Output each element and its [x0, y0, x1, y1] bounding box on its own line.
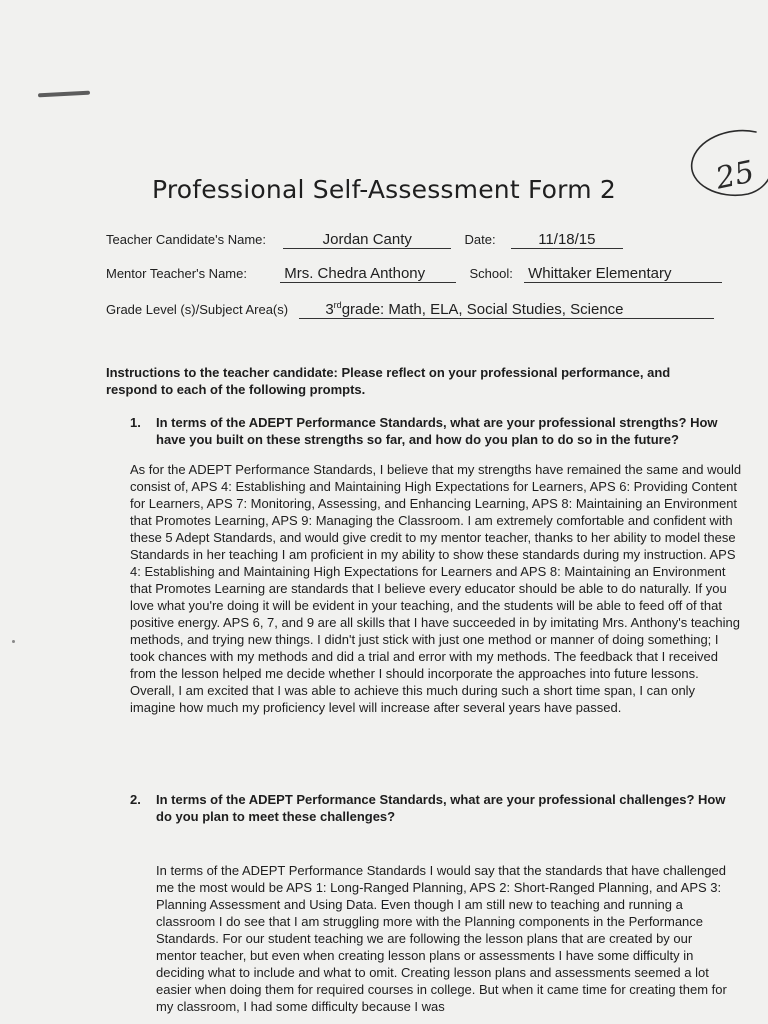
question-2-number: 2.	[130, 792, 141, 807]
question-1	[130, 414, 740, 448]
date-label: Date:	[464, 232, 496, 247]
question-2	[130, 791, 740, 825]
school-label: School:	[469, 266, 513, 281]
answer-2: In terms of the ADEPT Performance Standards I would say that the standards that have challenged me the most would be APS 1: Long-Ranged Planning, APS 2: Short-Ranged Planning, and APS 3: Planning Assessment and Using Data. Even though I am still new to teaching and running a classroom I do see that I am struggling more with the Planning components in the Performance Standards. For our student teaching we are following the lesson plans that are created by our mentor teacher, but even when creating lesson plans or assessments I have some difficulty in deciding what to include and what to omit. Creating lesson plans and assessments seemed a lot easier when doing them for required courses in college. But when it came time for creating them for my classroom, I had some difficulty because I was	[156, 863, 727, 1014]
mentor-label: Mentor Teacher's Name:	[106, 266, 247, 281]
mentor-row	[106, 265, 722, 283]
score-value: 25	[712, 154, 758, 197]
school-value: Whittaker Elementary	[524, 265, 722, 283]
question-1-number: 1.	[130, 415, 141, 430]
candidate-label: Teacher Candidate's Name:	[106, 232, 267, 247]
grade-number: 3	[325, 301, 334, 318]
candidate-row	[106, 231, 623, 249]
answer-1: As for the ADEPT Performance Standards, I believe that my strengths have remained the same and would consist of, APS 4: Establishing and Maintaining High Expectations for Learners, APS 6: Providing Content for Learners, APS 7: Monitoring, Assessing, and Enhancing Learning, APS 8: Maintaining an Environment that Promotes Learning, APS 9: Managing the Classroom. I am extremely comfortable and confident with these 5 Adept Standards, and would give credit to my mentor teacher, thanks to her ability to model these Standards in her teaching I am proficient in my ability to show these standards during my instruction. APS 4: Establishing and Maintaining High Expectations for Learners and APS 8: Maintaining an Environment that Promotes Learning are standards that I believe every educator should be able to do naturally. If you love what you're doing it will be evident in your teaching, and the students will be able to feed off of that positive energy. APS 6, 7, and 9 are all skills that I have succeeded in by imitating Mrs. Anthony's teaching methods, and trying new things. I didn't just stick with just one method or manner of doing something; I took chances with my methods and did a trial and error with my methods. The feedback that I received from the lesson helped me decide whether I should incorporate the approaches into future lessons. Overall, I am excited that I was able to achieve this much during such a short time span, I can only imagine how much my proficiency level will increase after several years have passed.	[130, 462, 742, 715]
grade-row	[106, 300, 714, 319]
question-2-text: In terms of the ADEPT Performance Standards, what are your professional challenges? How do you plan to meet these challenges?	[156, 792, 726, 824]
page-title: Professional Self-Assessment Form 2	[151, 175, 617, 204]
mentor-name-value: Mrs. Chedra Anthony	[280, 265, 456, 283]
candidate-name-value: Jordan Canty	[283, 231, 451, 249]
grade-subjects: grade: Math, ELA, Social Studies, Science	[341, 301, 624, 318]
grade-suffix: rd	[333, 300, 342, 310]
grade-value	[299, 300, 714, 319]
question-1-text: In terms of the ADEPT Performance Standards, what are your professional strengths? How have you built on these strengths so far, and how do you plan to do so in the future?	[156, 415, 718, 447]
scan-pen-mark	[38, 91, 90, 98]
grade-label: Grade Level (s)/Subject Area(s)	[106, 302, 289, 317]
scan-dot	[12, 640, 15, 643]
date-value: 11/18/15	[511, 231, 623, 249]
instructions: Instructions to the teacher candidate: Please reflect on your professional performance, and respond to each of the following prompts.	[106, 365, 671, 397]
